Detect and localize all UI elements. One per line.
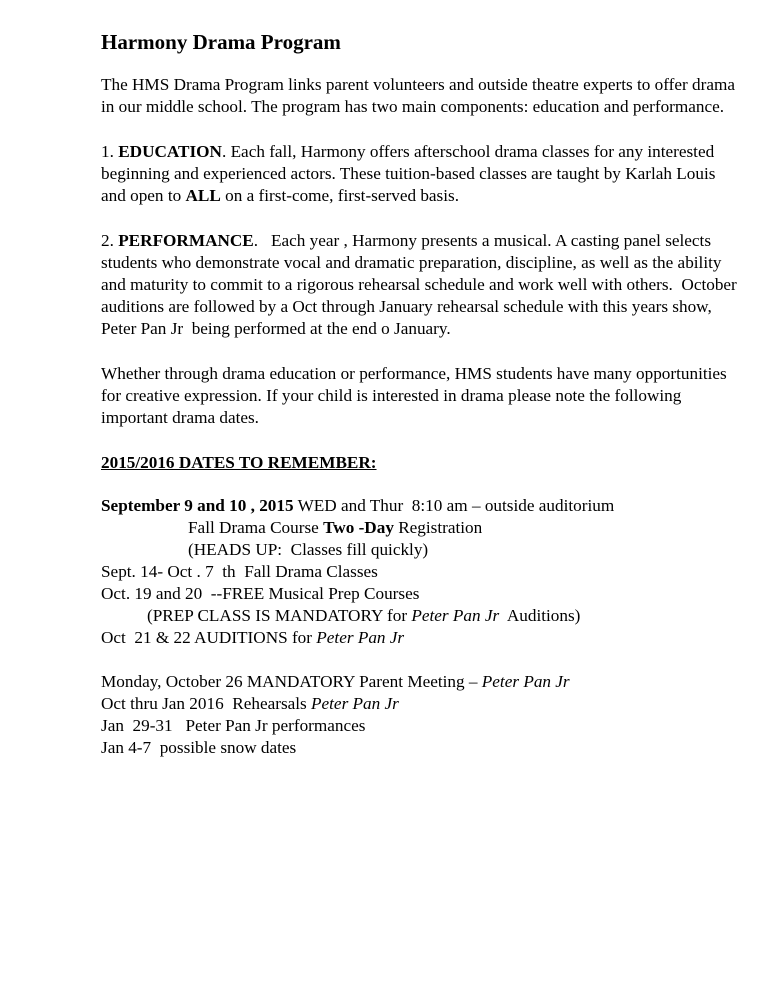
- date-fall-classes: Sept. 14- Oct . 7 th Fall Drama Classes: [101, 562, 378, 581]
- rehearsals-show: Peter Pan Jr: [311, 694, 399, 713]
- meeting-pre: Monday, October 26 MANDATORY Parent Meeting –: [101, 672, 482, 691]
- dates-heading: 2015/2016 DATES TO REMEMBER:: [101, 453, 377, 472]
- date-auditions: [101, 627, 741, 649]
- spacer: [101, 649, 741, 671]
- meeting-show: Peter Pan Jr: [481, 672, 570, 691]
- performance-label: PERFORMANCE: [118, 231, 254, 250]
- education-paragraph: [101, 141, 741, 207]
- prep-note-pre: (PREP CLASS IS MANDATORY for: [147, 606, 412, 625]
- date-registration: [101, 495, 741, 517]
- performance-paragraph: [101, 230, 746, 340]
- prep-mandatory-note: [101, 605, 741, 627]
- auditions-pre: Oct 21 & 22 AUDITIONS for: [101, 628, 317, 647]
- date-registration-date: September 9 and 10 , 2015: [101, 496, 294, 515]
- education-all: ALL: [185, 186, 221, 205]
- document-page: [101, 28, 746, 759]
- heads-up-note: (HEADS UP: Classes fill quickly): [188, 540, 429, 559]
- performance-text: . Each year , Harmony presents a musical. A casting panel selects students who demonstrate vocal and dramatic preparation, discipline, as well as the ability and maturity to commit to a rigorous rehearsal schedule and work well with others. October auditions are followed by a Oct through January rehearsal schedule with this years show, Peter Pan Jr being performed at the end o January.: [101, 231, 746, 338]
- prep-note-show: Peter Pan Jr: [411, 606, 500, 625]
- prep-note-post: Auditions): [499, 606, 581, 625]
- registration-course-pre: Fall Drama Course: [188, 518, 324, 537]
- education-text-1: . Each fall, Harmony offers afterschool drama classes for any interested beginning and experienced actors. These tuition-based classes are taught by Karlah Louis and open to: [101, 142, 716, 205]
- auditions-show: Peter Pan Jr: [316, 628, 405, 647]
- page-title: Harmony Drama Program: [101, 30, 341, 54]
- date-prep-courses: Oct. 19 and 20 --FREE Musical Prep Courses: [101, 584, 420, 603]
- intro-paragraph: The HMS Drama Program links parent volunteers and outside theatre experts to offer drama in our middle school. The program has two main components: education and performance.: [101, 75, 735, 116]
- date-rehearsals: [101, 693, 741, 715]
- education-prefix: 1.: [101, 142, 119, 161]
- registration-course: [101, 517, 741, 539]
- performance-prefix: 2.: [101, 231, 119, 250]
- registration-course-bold: Two -Day: [323, 518, 394, 537]
- registration-course-post: Registration: [393, 518, 483, 537]
- rehearsals-pre: Oct thru Jan 2016 Rehearsals: [101, 694, 312, 713]
- date-snow: Jan 4-7 possible snow dates: [101, 738, 297, 757]
- education-label: EDUCATION: [118, 142, 222, 161]
- date-parent-meeting: [101, 671, 741, 693]
- dates-list: [101, 495, 741, 759]
- education-text-2: on a first-come, first-served basis.: [220, 186, 460, 205]
- date-performances: Jan 29-31 Peter Pan Jr performances: [101, 716, 366, 735]
- closing-paragraph: Whether through drama education or performance, HMS students have many opportunities for creative expression. If your child is interested in drama please note the following important drama dates.: [101, 364, 727, 427]
- date-registration-details: WED and Thur 8:10 am – outside auditorium: [293, 496, 615, 515]
